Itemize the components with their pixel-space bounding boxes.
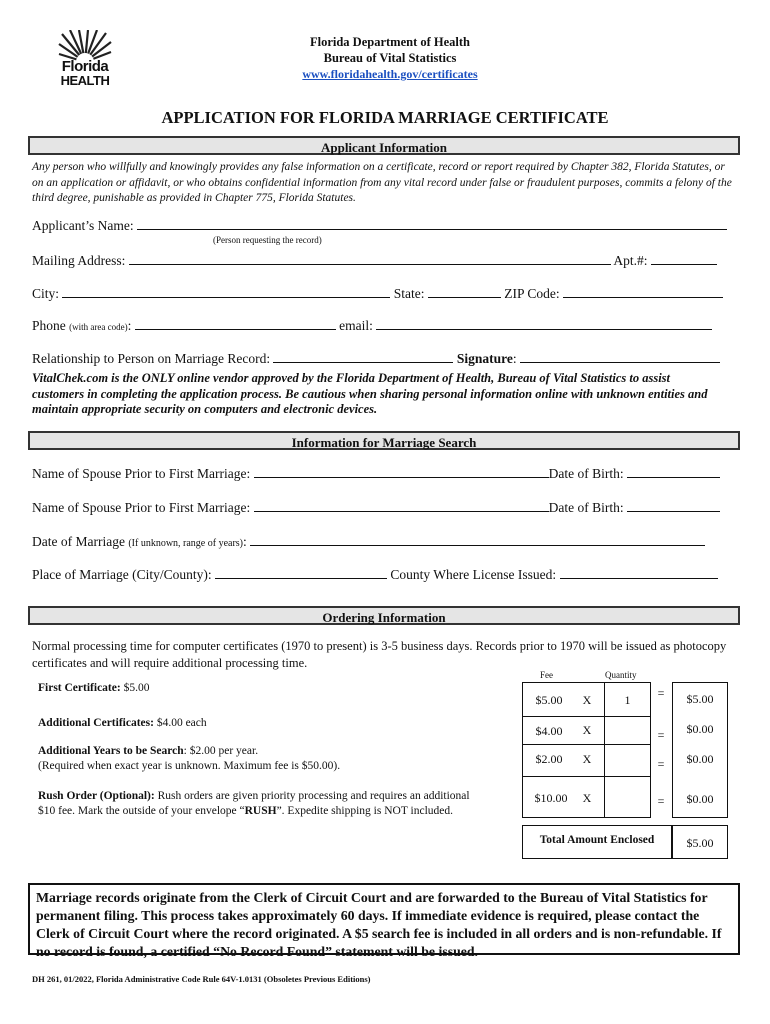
spouse1-label: Name of Spouse Prior to First Marriage:	[32, 466, 251, 481]
marriage-date-label: Date of Marriage	[32, 534, 125, 549]
multiply-sign: X	[582, 693, 592, 707]
records-notice: Marriage records originate from the Clerk of Circuit Court and are forwarded to the Bureau of Vital Statistics for permanent filing. This process takes approximately 60 days. If immediate evidence is required, please contact the Clerk of Circuit Court where the record originated. A $5 search fee is included in all orders and is non-refundable. If no record is found, a certified “No Record Found” statement will be issued.	[28, 883, 740, 955]
applicant-section-header: Applicant Information	[28, 136, 740, 155]
zip-label: ZIP Code:	[504, 286, 560, 301]
additional-certificates-label: Additional Certificates:	[38, 717, 154, 729]
spouse2-label: Name of Spouse Prior to First Marriage:	[32, 500, 251, 515]
additional-years-fee: : $2.00 per year.	[183, 745, 259, 757]
phone-hint: (with area code)	[69, 322, 128, 332]
place-row	[32, 567, 718, 583]
form-footer: DH 261, 01/2022, Florida Administrative Code Rule 64V-1.0131 (Obsoletes Previous Editions)	[32, 974, 371, 984]
equals-sign: =	[657, 794, 665, 808]
perjury-warning: Any person who willfully and knowingly provides any false information on a certificate, record or report required by Chapter 382, Florida Statutes, or on an application or affidavit, or who obtains confidential information from any vital record under false or fraudulent purposes, commits a felony of the third degree, punishable as provided in Chapter 775, Florida Statutes.	[32, 161, 732, 204]
spouse2-row	[32, 500, 720, 516]
state-label: State:	[393, 286, 425, 301]
additional-certificates-fee: $4.00 each	[156, 717, 207, 729]
logo-text-bottom: HEALTH	[60, 73, 110, 88]
county-field[interactable]	[560, 567, 718, 579]
phone-colon: :	[127, 318, 132, 333]
fee-value: $2.00	[535, 752, 563, 766]
fee-value: $5.00	[535, 693, 563, 707]
signature-label: Signature	[456, 351, 513, 366]
mailing-address-field[interactable]	[129, 253, 611, 265]
line-total: $5.00	[686, 692, 714, 706]
equals-sign: =	[657, 686, 665, 700]
search-section-header: Information for Marriage Search	[28, 431, 740, 450]
first-certificate-row	[38, 682, 149, 694]
multiply-sign: X	[582, 791, 592, 805]
phone-field[interactable]	[135, 318, 336, 330]
dob1-label: Date of Birth:	[548, 466, 624, 481]
logo-text-top: Florida	[61, 58, 109, 75]
city-field[interactable]	[62, 286, 390, 298]
equals-sign: =	[657, 728, 665, 742]
county-label: County Where License Issued:	[390, 567, 557, 582]
email-field[interactable]	[376, 318, 712, 330]
city-label: City:	[32, 286, 60, 301]
additional-years-row	[38, 745, 258, 757]
rush-label: Rush Order (Optional):	[38, 790, 155, 802]
marriage-date-field[interactable]	[250, 534, 705, 546]
applicant-name-hint: (Person requesting the record)	[213, 235, 322, 245]
rush-text-2b: ”. Expedite shipping is NOT included.	[276, 805, 453, 817]
multiply-sign: X	[582, 752, 592, 766]
rush-text-1: Rush orders are given priority processing and requires an additional	[157, 790, 470, 802]
mailing-address-row	[32, 253, 717, 269]
fee-value: $4.00	[535, 724, 563, 738]
mailing-address-label: Mailing Address:	[32, 253, 126, 268]
city-row	[32, 286, 723, 302]
spouse1-field[interactable]	[254, 466, 549, 478]
website-link[interactable]: www.floridahealth.gov/certificates	[302, 67, 478, 81]
dob1-field[interactable]	[627, 466, 720, 478]
applicant-name-field[interactable]	[137, 218, 727, 230]
quantity-header: Quantity	[605, 670, 637, 680]
relationship-field[interactable]	[273, 351, 453, 363]
relationship-label: Relationship to Person on Marriage Record:	[32, 351, 271, 366]
signature-field[interactable]	[520, 351, 720, 363]
quantity-input[interactable]: 1	[624, 693, 631, 707]
place-label: Place of Marriage (City/County):	[32, 567, 212, 582]
dob2-label: Date of Birth:	[548, 500, 624, 515]
signature-colon: :	[512, 351, 517, 366]
line-total: $0.00	[686, 722, 714, 736]
zip-field[interactable]	[563, 286, 723, 298]
bureau-name: Bureau of Vital Statistics	[323, 51, 457, 65]
total-label: Total Amount Enclosed	[539, 834, 655, 846]
spouse2-field[interactable]	[254, 500, 549, 512]
fee-value: $10.00	[534, 791, 568, 805]
multiply-sign: X	[582, 723, 592, 737]
ordering-section-header: Ordering Information	[28, 606, 740, 625]
first-certificate-fee: $5.00	[123, 682, 150, 694]
fee-row-divider-3	[522, 776, 651, 777]
marriage-date-row	[32, 534, 705, 550]
marriage-date-colon: :	[243, 534, 247, 549]
rush-row	[38, 790, 470, 802]
phone-row	[32, 318, 712, 334]
applicant-name-label: Applicant’s Name:	[32, 218, 134, 233]
vitalchek-note: VitalChek.com is the ONLY online vendor approved by the Florida Department of Health, Bureau of Vital Statistics to assist customers in completing the application process. Be cautious when sharing personal information online with unknown entities and maintain appropriate security on computers and electronic devices.	[32, 371, 708, 416]
agency-name: Florida Department of Health	[309, 35, 471, 49]
fee-header: Fee	[540, 670, 553, 680]
rush-text-2a: $10 fee. Mark the outside of your envelope “	[38, 805, 245, 817]
form-title: APPLICATION FOR FLORIDA MARRIAGE CERTIFICATE	[161, 108, 609, 127]
equals-sign: =	[657, 757, 665, 771]
rush-word: RUSH	[244, 805, 277, 817]
state-field[interactable]	[428, 286, 501, 298]
fee-row-divider-1	[522, 716, 651, 717]
spouse1-row	[32, 466, 720, 482]
email-label: email:	[339, 318, 373, 333]
additional-years-note: (Required when exact year is unknown. Maximum fee is $50.00).	[38, 760, 341, 772]
florida-health-logo	[58, 30, 112, 88]
fee-row-divider-2	[522, 744, 651, 745]
place-field[interactable]	[215, 567, 387, 579]
phone-label: Phone	[32, 318, 66, 333]
line-total: $0.00	[686, 792, 714, 806]
additional-years-label: Additional Years to be Search	[38, 745, 184, 757]
applicant-name-row	[32, 218, 727, 234]
relationship-row	[32, 351, 720, 367]
rush-row-2	[38, 805, 453, 817]
apt-field[interactable]	[651, 253, 717, 265]
additional-certificates-row	[38, 717, 207, 729]
line-total: $0.00	[686, 752, 714, 766]
dob2-field[interactable]	[627, 500, 720, 512]
marriage-date-hint: (If unknown, range of years)	[128, 538, 244, 549]
first-certificate-label: First Certificate:	[38, 682, 121, 694]
total-value: $5.00	[686, 836, 714, 850]
apt-label: Apt.#:	[613, 253, 648, 268]
processing-text: Normal processing time for computer certificates (1970 to present) is 3-5 business days. Records prior to 1970 will be issued as photocopy certificates and will require additional processing time.	[32, 639, 727, 670]
